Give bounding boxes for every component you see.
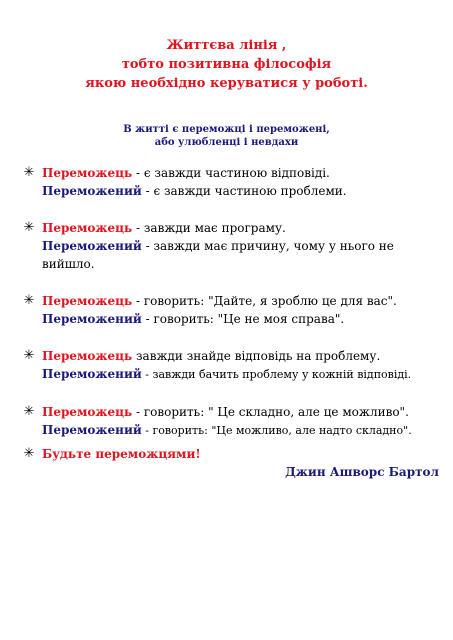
loser-text: - говорить: "Це не моя справа".	[141, 312, 345, 326]
list-item	[22, 164, 447, 200]
asterisk-bullet-icon: ✳	[23, 404, 35, 419]
document-subtitle	[0, 123, 453, 149]
loser-text: - говорить: "Це можливо, але надто складно".	[141, 424, 412, 437]
list-item	[22, 347, 447, 384]
winner-line	[22, 219, 447, 237]
winner-text: завжди знайде відповідь на проблему.	[132, 349, 381, 363]
title-line-1: Життєва лінія ,	[166, 38, 287, 53]
winner-line	[22, 347, 447, 365]
loser-line	[22, 182, 447, 200]
winner-term: Переможець	[42, 405, 133, 419]
winner-text: - є завжди частиною відповіді.	[132, 166, 330, 180]
winner-term: Переможець	[42, 294, 133, 308]
closing-line	[22, 445, 322, 463]
list-item	[22, 403, 447, 440]
winner-line	[22, 164, 447, 182]
loser-term: Переможений	[42, 423, 142, 437]
loser-text: - завжди має причину, чому у нього не вийшло.	[42, 239, 394, 271]
winner-text: - завжди має програму.	[132, 221, 286, 235]
closing-text: Будьте переможцями!	[42, 447, 201, 461]
winner-text: - говорить: " Це складно, але це можливо".	[132, 405, 409, 419]
loser-text: - є завжди частиною проблеми.	[141, 184, 347, 198]
winner-term: Переможець	[42, 221, 133, 235]
winner-term: Переможець	[42, 349, 133, 363]
winner-line	[22, 403, 447, 421]
subtitle-line-2: або улюбленці і невдахи	[154, 137, 299, 148]
asterisk-bullet-icon: ✳	[23, 165, 35, 180]
comparison-list	[22, 164, 447, 440]
loser-term: Переможений	[42, 239, 142, 253]
loser-term: Переможений	[42, 312, 142, 326]
asterisk-bullet-icon: ✳	[23, 446, 35, 461]
asterisk-bullet-icon: ✳	[23, 220, 35, 235]
asterisk-bullet-icon: ✳	[23, 293, 35, 308]
title-line-2: тобто позитивна філософія	[121, 57, 332, 72]
author-signature: Джин Ашворс Бартол	[285, 465, 439, 479]
title-line-3: якою необхідно керуватися у роботі.	[85, 76, 368, 91]
winner-text: - говорить: "Дайте, я зроблю це для вас".	[132, 294, 397, 308]
list-item	[22, 292, 447, 328]
list-item	[22, 219, 447, 273]
winner-term: Переможець	[42, 166, 133, 180]
closing-text-wrap	[22, 445, 322, 463]
winner-line	[22, 292, 447, 310]
loser-text: - завжди бачить проблему у кожній відповіді.	[141, 368, 412, 381]
loser-line	[22, 421, 447, 440]
subtitle-line-1: В житті є переможці і переможені,	[123, 124, 330, 135]
loser-line	[22, 310, 447, 328]
loser-line	[22, 237, 447, 273]
loser-term: Переможений	[42, 184, 142, 198]
loser-line	[22, 365, 447, 384]
loser-term: Переможений	[42, 367, 142, 381]
document-title	[0, 36, 453, 93]
asterisk-bullet-icon: ✳	[23, 348, 35, 363]
